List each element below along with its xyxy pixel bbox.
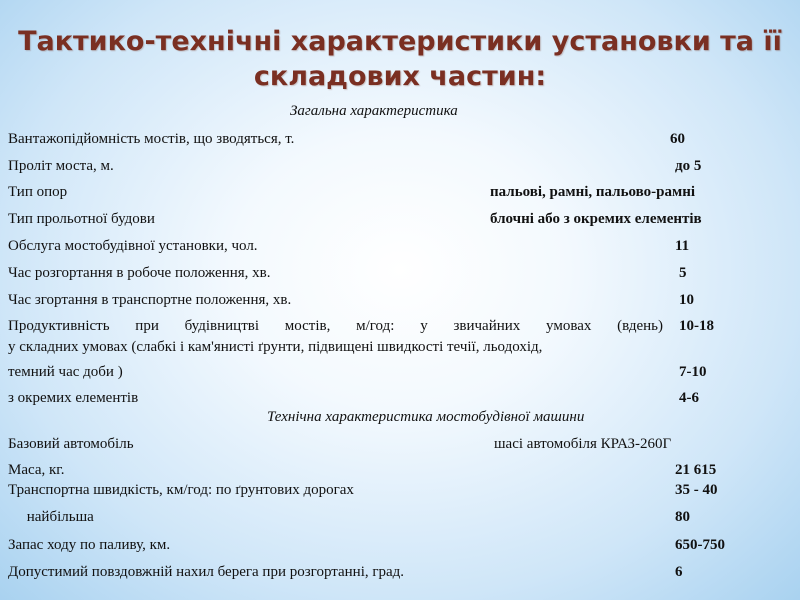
row-label: Тип опор xyxy=(8,184,68,200)
row-label: Маса, кг. xyxy=(8,462,65,478)
title-line-2: складових частин: xyxy=(253,61,547,92)
row-value: 10-18 xyxy=(679,318,714,334)
row-value: 11 xyxy=(675,238,690,254)
row-label: Обслуга мостобудівної установки, чол. xyxy=(8,238,258,254)
row-label: Базовий автомобіль xyxy=(8,436,134,452)
row-value: 35 - 40 xyxy=(675,482,718,498)
technical-heading: Технічна характеристика мостобудівної машини xyxy=(267,409,585,425)
row-label: Час розгортання в робоче положення, хв. xyxy=(8,265,271,281)
row-label: найбільша xyxy=(8,509,94,525)
row-value: 6 xyxy=(675,564,683,580)
row-value: 80 xyxy=(675,509,690,525)
row-value: пальові, рамні, пальово-рамні xyxy=(490,184,695,200)
row-value: 5 xyxy=(679,265,687,281)
row-value: шасі автомобіля КРАЗ-260Г xyxy=(494,436,672,452)
row-label: Вантажопідйомність мостів, що зводяться, т. xyxy=(8,131,295,147)
row-label: Допустимий повздовжній нахил берега при розгортанні, град. xyxy=(8,564,405,580)
title-line-1: Тактико-технічні характеристики установки та її xyxy=(18,26,782,57)
row-value: 10 xyxy=(679,292,694,308)
row-value: 4-6 xyxy=(679,390,699,406)
row-label: у складних умовах (слабкі і кам'янисті ґрунти, підвищені швидкості течії, льодохід, xyxy=(8,339,543,355)
row-label: Тип прольотної будови xyxy=(8,211,155,227)
row-label: Продуктивність при будівництві мостів, м/год: у звичайних умовах (вдень) xyxy=(8,318,663,334)
row-value: блочні або з окремих елементів xyxy=(490,211,702,227)
row-value: 21 615 xyxy=(675,462,717,478)
row-label: Запас ходу по паливу, км. xyxy=(8,537,171,553)
row-value: 60 xyxy=(670,131,685,147)
row-value: 650-750 xyxy=(675,537,725,553)
row-label: темний час доби ) xyxy=(8,364,123,380)
row-label: Час згортання в транспортне положення, хв. xyxy=(8,292,292,308)
row-value: до 5 xyxy=(675,158,702,174)
general-heading: Загальна характеристика xyxy=(290,103,458,119)
row-label: Транспортна швидкість, км/год: по ґрунтових дорогах xyxy=(8,482,354,498)
row-label: Проліт моста, м. xyxy=(8,158,114,174)
slide-title xyxy=(0,24,800,94)
row-value: 7-10 xyxy=(679,364,707,380)
row-label: з окремих елементів xyxy=(8,390,139,406)
